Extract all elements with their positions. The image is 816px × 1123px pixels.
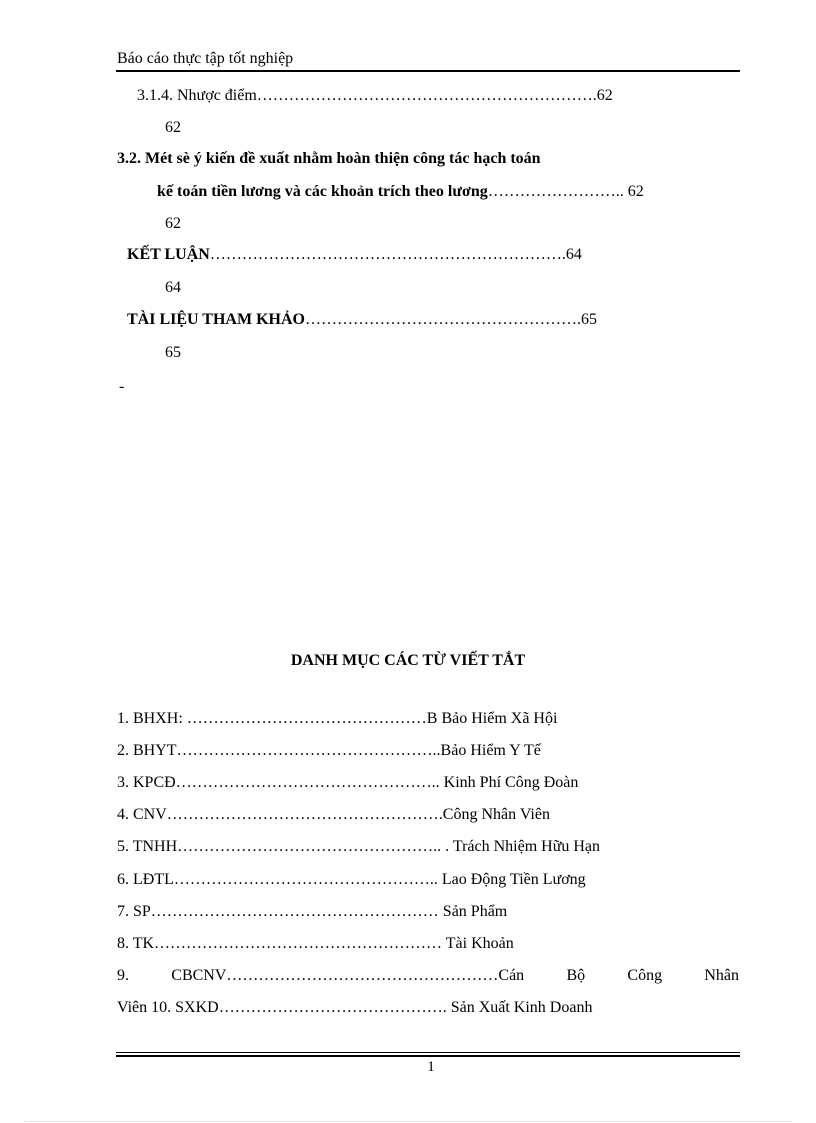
toc-ket-luan-leader: ………………………………………………………….64	[209, 246, 582, 263]
toc-item-3-2-line1: 3.2. Mét sè ý kiến đề xuất nhằm hoàn thiện công tác hạch toán	[117, 150, 541, 167]
toc-item-3-1-4: 3.1.4. Nhược điểm……………………………………………………….62	[137, 87, 613, 104]
abbr-item-3: 3. KPCĐ………………………………………….. Kinh Phí Công Đoàn	[117, 774, 579, 791]
toc-item-3-2-line2	[157, 183, 644, 201]
footer-rule	[116, 1052, 740, 1053]
abbr-item-7: 7. SP……………………………………………… Sản Phẩm	[117, 903, 508, 920]
toc-item-3-1-4-page: 62	[165, 119, 181, 136]
toc-dash: -	[119, 378, 125, 395]
page-number: 1	[427, 1059, 435, 1075]
abbr-item-2: 2. BHYT…………………………………………..Bảo Hiểm Y Tế	[117, 742, 541, 759]
toc-tai-lieu-leader: …………………………………………….65	[304, 311, 597, 328]
toc-ket-luan-text: KẾT LUẬN	[127, 246, 210, 263]
header-title: Báo cáo thực tập tốt nghiệp	[117, 50, 294, 67]
toc-ket-luan-page: 64	[165, 279, 181, 296]
toc-tai-lieu	[127, 311, 597, 329]
abbr-item-4: 4. CNV…………………………………………….Công Nhân Viên	[117, 806, 550, 823]
page-edge-dotted-line	[24, 1121, 792, 1122]
toc-item-3-2-line2-text: kế toán tiền lương và các khoản trích theo lương	[157, 183, 488, 200]
abbr-item-8: 8. TK……………………………………………… Tài Khoản	[117, 935, 514, 952]
abbr-item-5: 5. TNHH………………………………………….. . Trách Nhiệm Hữu Hạn	[117, 838, 601, 855]
toc-tai-lieu-page: 65	[165, 344, 181, 361]
abbr-item-1: 1. BHXH: ………………………………………B Bảo Hiểm Xã Hội	[117, 710, 558, 727]
toc-ket-luan	[127, 246, 582, 264]
abbr-item-9-continuation: Viên 10. SXKD……………………………………. Sản Xuất Kinh Doanh	[117, 999, 593, 1016]
toc-tai-lieu-text: TÀI LIỆU THAM KHẢO	[127, 311, 305, 328]
footer-rule-thick	[116, 1055, 740, 1057]
abbreviations-title: DANH MỤC CÁC TỪ VIẾT TẮT	[290, 652, 526, 669]
toc-item-3-2-page: 62	[165, 215, 181, 232]
toc-item-3-2-line2-leader: …………………….. 62	[487, 183, 644, 200]
abbr-item-9: 9. CBCNV……………………………………………Cán Bộ Công Nhân	[117, 967, 739, 984]
abbr-item-6: 6. LĐTL………………………………………….. Lao Động Tiền Lương	[117, 871, 586, 888]
header-rule	[116, 70, 740, 72]
